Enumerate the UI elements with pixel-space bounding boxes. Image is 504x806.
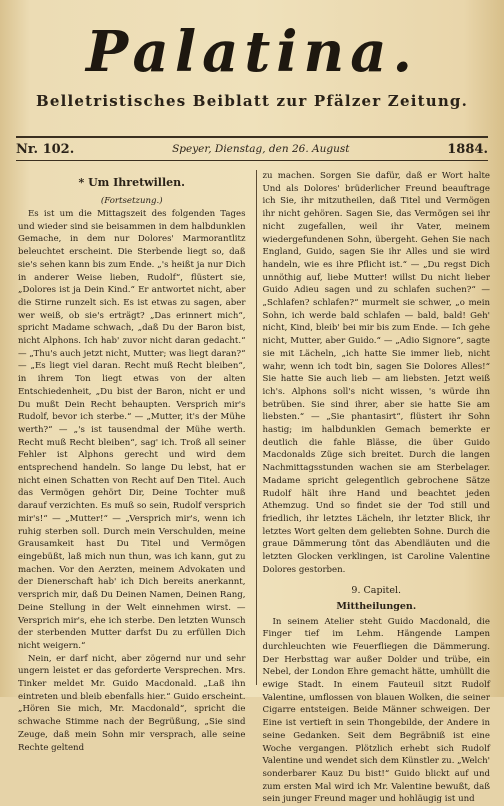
issue-place-date: Speyer, Dienstag, den 26. August <box>172 143 349 155</box>
issue-year: 1884. <box>447 142 488 157</box>
masthead <box>0 22 504 110</box>
left-column <box>18 170 246 685</box>
chapter-title: Mittheilungen. <box>263 599 491 614</box>
text-columns <box>18 170 490 685</box>
newspaper-title: Palatina. <box>0 22 504 82</box>
right-column <box>263 170 491 685</box>
story-continuation: (Fortsetzung.) <box>18 194 246 208</box>
paragraph: zu machen. Sorgen Sie dafür, daß er Wort halte Und als Dolores' brüderlicher Freund beauftrage ich Sie, ihr mitzutheilen, daß Titel und Vermögen ihr nicht gehören. Sagen Sie, das Vermögen sei ihr nicht zugefallen, weil ihr Vater, meinem wiedergefundenen Sohn, übergeht. Gehen Sie nach England, Guido, sagen Sie ihr Alles und sie wird handeln, wie es ihre Pflicht ist.“ — „Du regst Dich unnöthig auf, liebe Mutter! willst Du nicht lieber Guido Adieu sagen und zu schlafen suchen?“ — „Schlafen? schlafen?“ murmelt sie schwer, „o mein Sohn, ich werde bald schlafen — bald, bald! Geh' nicht, Kind, bleib' bei mir bis zum Ende. — Ich gehe nicht, Mutter, aber Guido.“ — „Adio Signore“, sagte sie mit Lächeln, „ich hatte Sie immer lieb, nicht wahr, wenn ich todt bin, sagen Sie Dolores Alles!“ Sie hatte Sie auch lieb — am liebsten. Jetzt weiß ich's. Alphons soll's nicht wissen, 's würde ihn betrüben. Sie sind ihrer, aber sie hatte Sie am liebsten.“ — „Sie phantasirt“, flüstert ihr Sohn hastig; im halbdunklen Gemach bemerkte er deutlich die fahle Blässe, die über Guido Macdonalds Züge sich breitet. Durch die langen Nachmittagsstunden wachen sie am Sterbelager. Madame spricht gelegentlich gebrochene Sätze Rudolf hält ihre Hand und beachtet jeden Athemzug. Und so findet sie der Tod still und friedlich, ihr letztes Lächeln, ihr letzter Blick, ihr letztes Wort gelten dem geliebten Sohne. Durch die graue Dämmerung tönt das Abendläuten und die letzten Glocken verklingen, ist Caroline Valentine Dolores gestorben. <box>263 170 491 577</box>
issue-bar <box>16 136 488 161</box>
paragraph: Nein, er darf nicht, aber zögernd nur und sehr ungern leistet er das geforderte Versprechen. Mrs. Tinker meldet Mr. Guido Macdonald. „Laß ihn eintreten und bleib ebenfalls hier.“ Guido erscheint. „Hören Sie mich, Mr. Macdonald“, spricht die schwache Stimme nach der Begrüßung, „Sie sind Zeuge, daß mein Sohn mir versprach, alle seine Rechte geltend <box>18 653 246 755</box>
paragraph: In seinem Atelier steht Guido Macdonald, die Finger tief im Lehm. Hängende Lampen durchleuchten wie Feuerfliegen die Dämmerung. Der Herbsttag war außer Dolder und trübe, ein Nebel, der London Ehre gemacht hätte, umhüllt die ewige Stadt. In einem Fauteuil sitzt Rudolf Valentine, umflossen von blauen Wolken, die seiner Cigarre entsteigen. Beide Männer schweigen. Der Eine ist vertieft in sein Thongebilde, der Andere in seine Gedanken. Seit dem Begräbniß ist eine Woche vergangen. Plötzlich erhebt sich Rudolf Valentine und wendet sich dem Künstler zu. „Welch' sonderbarer Kauz Du bist!“ Guido blickt auf und zum ersten Mal wird ich Mr. Valentine bewußt, daß sein junger Freund mager und hohläugig ist und <box>263 616 491 806</box>
paragraph: Es ist um die Mittagszeit des folgenden Tages und wieder sind sie beisammen in dem halbdunklen Gemache, in dem nur Dolores' Marmorantlitz beleuchtet erscheint. Die Sterbende liegt so, daß sie's sehen kann bis zum Ende. „'s heißt ja nur Dich in anderer Weise lieben, Rudolf“, flüstert sie, „Dolores ist ja Dein Kind.“ Er antwortet nicht, aber die Stirne runzelt sich. Es ist etwas zu sagen, aber wer weiß, ob sie's erträgt? „Das erinnert mich“, spricht Madame schwach, „daß Du der Baron bist, nicht Alphons. Ich hab' zuvor nicht daran gedacht.“ — „Thu's auch jetzt nicht, Mutter; was liegt daran?“ — „Es liegt viel daran. Recht muß Recht bleiben“, in ihrem Ton liegt etwas von der alten Entschiedenheit, „Du bist der Baron, nicht er und Du mußt Dein Recht behaupten. Versprich mir's Rudolf, bevor ich sterbe.“ — „Mutter, it's der Mühe werth?“ — „'s ist tausendmal der Mühe werth. Recht muß Recht bleiben“, sag' ich. Troß all seiner Fehler ist Alphons gerecht und wird dem entsprechend handeln. So lange Du lebst, hat er nicht einen Schatten von Recht auf Den Titel. Auch das Vermögen gehört Dir, Deine Tochter muß darauf verzichten. Es muß so sein, Rudolf versprich mir's!“ — „Mutter!“ — „Versprich mir's, wenn ich ruhig sterben soll. Durch mein Verschulden, meine Grausamkeit hast Du Titel und Vermögen eingebüßt, laß mich nun thun, was ich kann, gut zu machen. Vor den Aerzten, meinem Advokaten und der Dienerschaft hab' ich Dich bereits anerkannt, versprich mir, daß Du Deinen Namen, Deinen Rang, Deine Stellung in der Welt einnehmen wirst. — Versprich mir's, ehe ich sterbe. Den letzten Wunsch der sterbenden Mutter darfst Du zu erfüllen Dich nicht weigern.“ <box>18 208 246 653</box>
chapter-number: 9. Capitel. <box>263 583 491 599</box>
story-title: * Um Ihretwillen. <box>18 174 246 192</box>
newspaper-subtitle: Belletristisches Beiblatt zur Pfälzer Zeitung. <box>0 92 504 110</box>
column-divider <box>256 170 257 685</box>
issue-number: Nr. 102. <box>16 142 74 157</box>
